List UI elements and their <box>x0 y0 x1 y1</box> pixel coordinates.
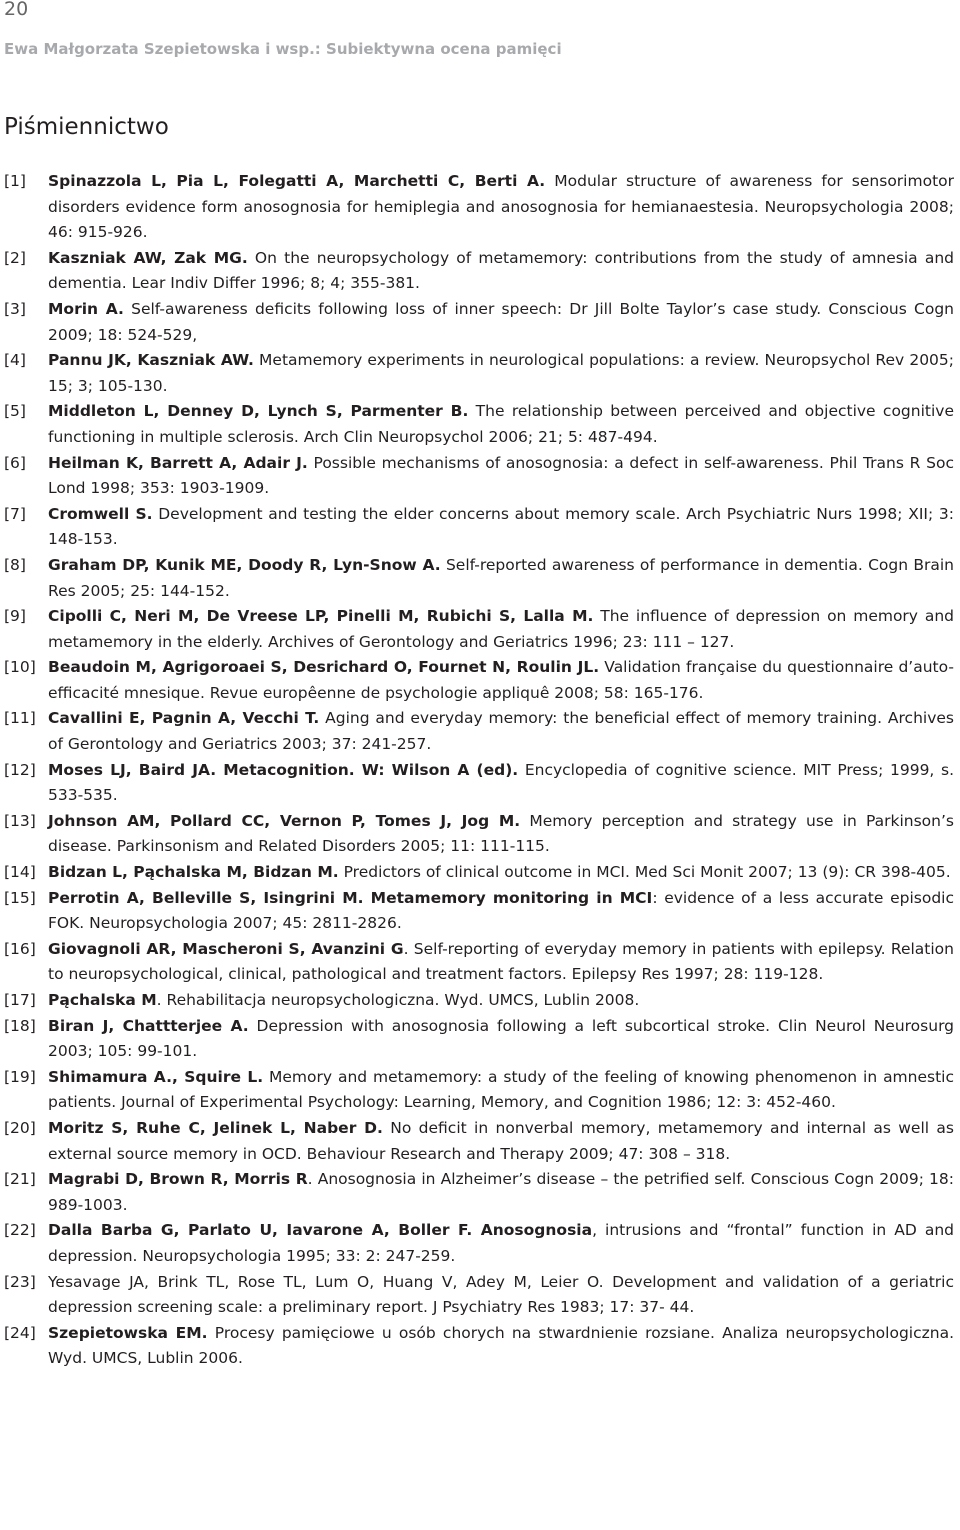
reference-item <box>4 809 954 860</box>
reference-authors: Cavallini E, Pagnin A, Vecchi T. <box>48 709 320 728</box>
reference-authors: Beaudoin M, Agrigoroaei S, Desrichard O, Fournet N, Roulin JL. <box>48 658 600 677</box>
reference-text: Encyclopedia of cognitive science. MIT Press; 1999, s. 533-535. <box>48 760 954 805</box>
reference-item <box>4 246 954 297</box>
reference-item <box>4 604 954 655</box>
reference-number: [4] <box>4 351 26 370</box>
reference-item <box>4 1014 954 1065</box>
reference-item <box>4 937 954 988</box>
reference-number: [11] <box>4 709 36 728</box>
reference-item <box>4 348 954 399</box>
reference-number: [6] <box>4 453 26 472</box>
reference-number: [8] <box>4 555 26 574</box>
reference-number: [17] <box>4 991 36 1009</box>
reference-number: [19] <box>4 1067 36 1086</box>
reference-item <box>4 1116 954 1167</box>
reference-item <box>4 297 954 348</box>
reference-authors: Kaszniak AW, Zak MG. <box>48 248 248 267</box>
reference-number: [16] <box>4 939 36 958</box>
reference-number: [23] <box>4 1272 36 1291</box>
reference-item <box>4 1167 954 1218</box>
reference-text: Memory and metamemory: a study of the feeling of knowing phenomenon in amnestic patients. Journal of Experimental Psychology: Learning, Memory, and Cognition 1986; 12: 3: 452-460. <box>48 1067 955 1112</box>
reference-number: [24] <box>4 1323 36 1342</box>
reference-authors: Shimamura A., Squire L. <box>48 1067 264 1086</box>
reference-text: Possible mechanisms of anosognosia: a defect in self-awareness. Phil Trans R Soc Lond 1998; 353: 1903-1909. <box>48 453 954 498</box>
reference-authors: Johnson AM, Pollard CC, Vernon P, Tomes J, Jog M. <box>48 811 521 830</box>
page-number: 20 <box>4 0 29 20</box>
reference-authors: Giovagnoli AR, Mascheroni S, Avanzini G <box>48 939 404 958</box>
reference-item <box>4 706 954 757</box>
reference-item <box>4 1065 954 1116</box>
reference-item <box>4 502 954 553</box>
reference-item <box>4 169 954 246</box>
reference-item <box>4 758 954 809</box>
reference-item <box>4 988 954 1014</box>
reference-number: [5] <box>4 402 26 421</box>
reference-authors: Magrabi D, Brown R, Morris R <box>48 1170 308 1189</box>
reference-authors: Perrotin A, Belleville S, Isingrini M. Metamemory monitoring in MCI <box>48 888 653 907</box>
reference-authors: Pannu JK, Kaszniak AW. <box>48 351 254 370</box>
reference-number: [20] <box>4 1118 36 1137</box>
reference-authors: Dalla Barba G, Parlato U, Iavarone A, Boller F. Anosognosia <box>48 1221 593 1240</box>
reference-number: [22] <box>4 1221 36 1240</box>
reference-text: Modular structure of awareness for sensorimotor disorders evidence form anosognosia for hemiplegia and anosognosia for hemianaestesia. Neuropsychologia 2008; 46: 915-926. <box>48 172 954 242</box>
reference-authors: Bidzan L, Pąchalska M, Bidzan M. <box>48 863 339 882</box>
reference-item <box>4 886 954 937</box>
reference-list <box>4 169 954 1372</box>
reference-authors: Moritz S, Ruhe C, Jelinek L, Naber D. <box>48 1118 383 1137</box>
reference-text: Metamemory experiments in neurological populations: a review. Neuropsychol Rev 2005; 15; 3; 105-130. <box>48 351 954 395</box>
reference-authors: Middleton L, Denney D, Lynch S, Parmenter B. <box>48 402 469 421</box>
reference-text: Aging and everyday memory: the beneficial effect of memory training. Archives of Gerontology and Geriatrics 2003; 37: 241-257. <box>48 709 954 754</box>
reference-text: Memory perception and strategy use in Parkinson’s disease. Parkinsonism and Related Disorders 2005; 11: 111-115. <box>48 811 954 856</box>
reference-text: Procesy pamięciowe u osób chorych na stwardnienie rozsiane. Analiza neuropsychologiczna. Wyd. UMCS, Lublin 2006. <box>48 1323 954 1368</box>
reference-item <box>4 860 954 886</box>
reference-authors: Morin A. <box>48 299 124 318</box>
reference-number: [7] <box>4 504 26 523</box>
reference-number: [2] <box>4 248 26 267</box>
reference-text: : evidence of a less accurate episodic FOK. Neuropsychologia 2007; 45: 2811-2826. <box>48 888 954 933</box>
reference-authors: Szepietowska EM. <box>48 1323 208 1342</box>
reference-text: . Anosognosia in Alzheimer’s disease – the petrified self. Conscious Cogn 2009; 18: 989-1003. <box>48 1170 954 1214</box>
reference-number: [13] <box>4 811 36 830</box>
reference-number: [1] <box>4 172 26 190</box>
reference-text: On the neuropsychology of metamemory: contributions from the study of amnesia and dementia. Lear Indiv Differ 1996; 8; 4; 355-381. <box>48 248 954 293</box>
running-header: Ewa Małgorzata Szepietowska i wsp.: Subiektywna ocena pamięci <box>4 40 562 58</box>
reference-text: Yesavage JA, Brink TL, Rose TL, Lum O, Huang V, Adey M, Leier O. Development and validation of a geriatric depression screening scale: a preliminary report. J Psychiatry Res 1983; 17: 37- 44. <box>48 1272 954 1317</box>
reference-number: [9] <box>4 607 26 626</box>
reference-number: [21] <box>4 1170 36 1189</box>
reference-number: [12] <box>4 760 36 779</box>
reference-authors: Biran J, Chattterjee A. <box>48 1016 249 1035</box>
reference-authors: Cromwell S. <box>48 504 153 523</box>
reference-item <box>4 553 954 604</box>
reference-text: , intrusions and “frontal” function in AD and depression. Neuropsychologia 1995; 33: 2: 247-259. <box>48 1221 954 1265</box>
reference-authors: Heilman K, Barrett A, Adair J. <box>48 453 308 472</box>
reference-text: Self-awareness deficits following loss of inner speech: Dr Jill Bolte Taylor’s case study. Conscious Cogn 2009; 18: 524-529, <box>48 299 955 344</box>
reference-item <box>4 451 954 502</box>
reference-number: [15] <box>4 888 36 907</box>
reference-text: . Rehabilitacja neuropsychologiczna. Wyd. UMCS, Lublin 2008. <box>156 991 640 1009</box>
reference-text: Development and testing the elder concerns about memory scale. Arch Psychiatric Nurs 1998; XII; 3: 148-153. <box>48 504 954 549</box>
reference-item <box>4 655 954 706</box>
reference-number: [14] <box>4 863 36 882</box>
reference-item <box>4 1218 954 1269</box>
reference-text: The influence of depression on memory and metamemory in the elderly. Archives of Gerontology and Geriatrics 1996; 23: 111 – 127. <box>48 607 954 651</box>
reference-item <box>4 1321 954 1372</box>
reference-text: No deficit in nonverbal memory, metamemory and internal as well as external source memory in OCD. Behaviour Research and Therapy 2009; 47: 308 – 318. <box>48 1118 954 1163</box>
reference-text: . Self-reporting of everyday memory in patients with epilepsy. Relation to neuropsychological, clinical, pathological and treatment factors. Epilepsy Res 1997; 28: 119-128. <box>48 939 954 984</box>
reference-text: The relationship between perceived and objective cognitive functioning in multiple sclerosis. Arch Clin Neuropsychol 2006; 21; 5: 487-494. <box>48 402 954 446</box>
reference-text: Self-reported awareness of performance in dementia. Cogn Brain Res 2005; 25: 144-152. <box>48 555 954 600</box>
reference-authors: Graham DP, Kunik ME, Doody R, Lyn-Snow A. <box>48 555 441 574</box>
reference-authors: Spinazzola L, Pia L, Folegatti A, Marchetti C, Berti A. <box>48 172 546 190</box>
reference-authors: Pąchalska M <box>48 991 157 1009</box>
reference-text: Depression with anosognosia following a left subcortical stroke. Clin Neurol Neurosurg 2003; 105: 99-101. <box>48 1016 955 1061</box>
reference-number: [3] <box>4 299 26 318</box>
reference-authors: Moses LJ, Baird JA. Metacognition. W: Wilson A (ed). <box>48 760 519 779</box>
section-title: Piśmiennictwo <box>4 114 169 140</box>
reference-item <box>4 399 954 450</box>
reference-authors: Cipolli C, Neri M, De Vreese LP, Pinelli M, Rubichi S, Lalla M. <box>48 607 594 626</box>
reference-text: Predictors of clinical outcome in MCI. Med Sci Monit 2007; 13 (9): CR 398-405. <box>338 863 951 882</box>
reference-text: Validation française du questionnaire d’auto-efficacité mnesique. Revue europêenne de psychologie appliquê 2008; 58: 165-176. <box>48 658 954 702</box>
reference-number: [18] <box>4 1016 36 1035</box>
reference-number: [10] <box>4 658 36 677</box>
reference-item <box>4 1270 954 1321</box>
